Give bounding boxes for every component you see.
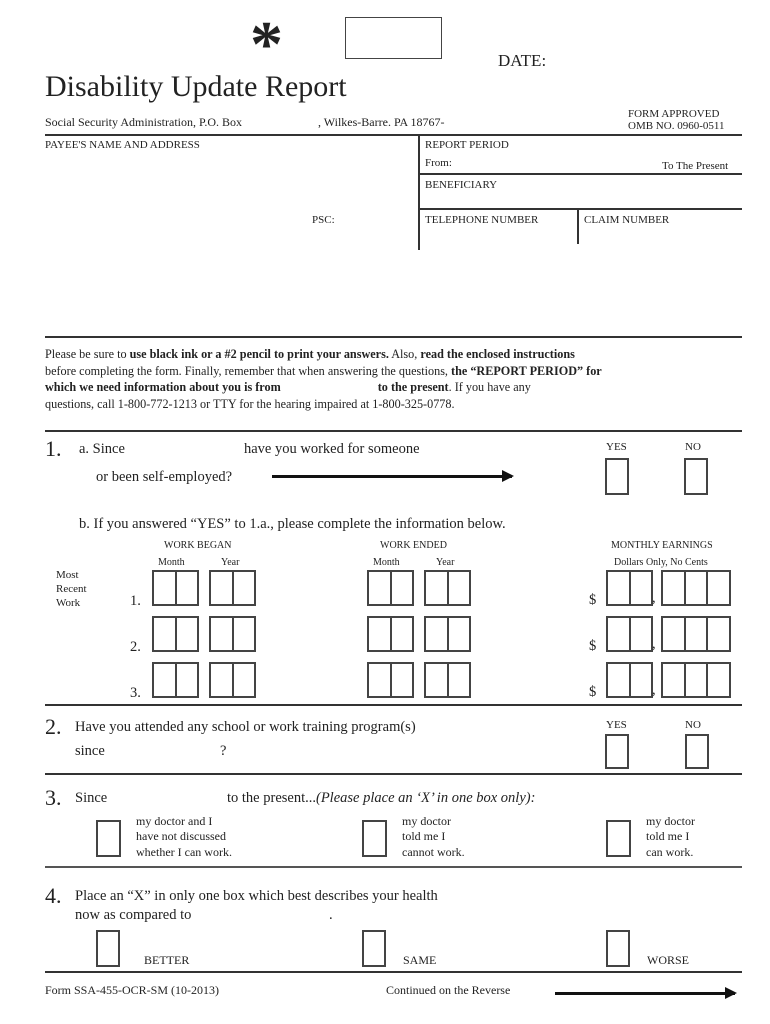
from-label: From: bbox=[425, 157, 452, 169]
q3-to-present bbox=[227, 790, 535, 807]
q4-divider bbox=[45, 866, 742, 868]
to-the-present-label: To The Present bbox=[662, 160, 729, 172]
q2-yes-checkbox[interactable] bbox=[605, 734, 629, 769]
row-3-dollar-sign: $ bbox=[589, 684, 597, 700]
row-2-began-month[interactable] bbox=[152, 616, 199, 652]
q2-yes-label: YES bbox=[606, 719, 627, 731]
beneficiary-divider bbox=[419, 208, 742, 210]
q2-no-checkbox[interactable] bbox=[685, 734, 709, 769]
row-1-ended-year[interactable] bbox=[424, 570, 471, 606]
row-1-began-month[interactable] bbox=[152, 570, 199, 606]
q3-option-2-line1: my doctor bbox=[402, 814, 451, 828]
q1a-since: a. Since bbox=[79, 441, 125, 457]
claim-number-label: CLAIM NUMBER bbox=[584, 214, 670, 226]
monthly-earnings-label: MONTHLY EARNINGS bbox=[611, 540, 713, 551]
q2-since: since bbox=[75, 743, 105, 759]
began-year-label: Year bbox=[221, 557, 240, 568]
q4-period: . bbox=[329, 907, 333, 923]
q3-instruction: (Please place an ‘X’ in one box only): bbox=[316, 790, 536, 806]
q3-option-1-checkbox[interactable] bbox=[96, 820, 121, 857]
q1-yes-checkbox[interactable] bbox=[605, 458, 629, 495]
instructions-text bbox=[45, 346, 745, 412]
row-2-ended-month[interactable] bbox=[367, 616, 414, 652]
q3-number: 3. bbox=[45, 785, 62, 810]
psc-label: PSC: bbox=[312, 214, 335, 226]
row-1-earnings-hundreds[interactable] bbox=[661, 570, 731, 606]
q1-yes-label: YES bbox=[606, 441, 627, 453]
q2-no-label: NO bbox=[685, 719, 701, 731]
header-divider bbox=[45, 134, 742, 136]
same-checkbox[interactable] bbox=[362, 930, 386, 967]
worse-checkbox[interactable] bbox=[606, 930, 630, 967]
report-period-label: REPORT PERIOD bbox=[425, 139, 509, 151]
row-2-comma: , bbox=[652, 636, 656, 652]
address-part2: , Wilkes-Barre. PA 18767- bbox=[318, 115, 445, 129]
instr-phone-line: questions, call 1-800-772-1213 or TTY for the hearing impaired at 1-800-325-0778. bbox=[45, 396, 455, 411]
telephone-label: TELEPHONE NUMBER bbox=[425, 214, 539, 226]
q3-option-2-line3: cannot work. bbox=[402, 845, 465, 859]
instr-text: . If you have any bbox=[448, 380, 531, 394]
row-2-ended-year[interactable] bbox=[424, 616, 471, 652]
q2-line1: Have you attended any school or work training program(s) bbox=[75, 719, 416, 735]
continued-arrow-icon bbox=[555, 992, 735, 995]
worse-label: WORSE bbox=[647, 953, 689, 967]
q3-option-2-line2: told me I bbox=[402, 829, 446, 843]
date-label: DATE: bbox=[498, 51, 547, 70]
row-3-comma: , bbox=[652, 682, 656, 698]
instr-bold: which we need information about you is from bbox=[45, 380, 281, 394]
row-2-earnings-hundreds[interactable] bbox=[661, 616, 731, 652]
dollars-only-label: Dollars Only, No Cents bbox=[614, 557, 708, 568]
claim-number-field[interactable] bbox=[580, 228, 740, 246]
instr-text: Also, bbox=[388, 347, 421, 361]
q3-since: Since bbox=[75, 790, 108, 806]
q1-number: 1. bbox=[45, 436, 62, 461]
better-label: BETTER bbox=[144, 953, 190, 967]
q3-option-3-line1: my doctor bbox=[646, 814, 695, 828]
same-label: SAME bbox=[403, 953, 437, 967]
telephone-field[interactable] bbox=[420, 228, 575, 246]
row-2-dollar-sign: $ bbox=[589, 638, 597, 654]
q3-option-3-checkbox[interactable] bbox=[606, 820, 631, 857]
work-began-label: WORK BEGAN bbox=[164, 540, 232, 551]
row-2-began-year[interactable] bbox=[209, 616, 256, 652]
row-3-began-year[interactable] bbox=[209, 662, 256, 698]
row-1-comma: , bbox=[652, 590, 656, 606]
instr-bold: read the enclosed instructions bbox=[420, 347, 575, 361]
row-3-ended-month[interactable] bbox=[367, 662, 414, 698]
row-1-began-year[interactable] bbox=[209, 570, 256, 606]
barcode-box bbox=[345, 17, 442, 59]
ended-year-label: Year bbox=[436, 557, 455, 568]
q3-option-2-checkbox[interactable] bbox=[362, 820, 387, 857]
row-3-earnings-hundreds[interactable] bbox=[661, 662, 731, 698]
instr-bold: the “REPORT PERIOD” for bbox=[451, 363, 602, 378]
row-2-label: 2. bbox=[130, 639, 141, 655]
most-recent-label-1: Most bbox=[56, 569, 79, 581]
q1b-text: b. If you answered “YES” to 1.a., please complete the information below. bbox=[79, 516, 506, 532]
q1-divider bbox=[45, 430, 742, 432]
better-checkbox[interactable] bbox=[96, 930, 120, 967]
report-period-divider bbox=[419, 173, 742, 175]
q3-option-3-line3: can work. bbox=[646, 845, 694, 859]
asterisk-mark: * bbox=[250, 8, 283, 81]
row-3-label: 3. bbox=[130, 685, 141, 701]
row-1-label: 1. bbox=[130, 593, 141, 609]
q2-question-mark: ? bbox=[220, 743, 227, 759]
q1-no-checkbox[interactable] bbox=[684, 458, 708, 495]
q3-option-3-line2: told me I bbox=[646, 829, 690, 843]
instr-bold: use black ink or a #2 pencil to print your answers. bbox=[129, 347, 389, 361]
q1a-line2: or been self-employed? bbox=[96, 469, 233, 485]
instr-bold: to the present bbox=[377, 380, 449, 394]
row-3-began-month[interactable] bbox=[152, 662, 199, 698]
most-recent-label-3: Work bbox=[56, 597, 81, 609]
beneficiary-label: BENEFICIARY bbox=[425, 179, 498, 191]
form-title: Disability Update Report bbox=[45, 70, 347, 103]
arrow-icon bbox=[272, 475, 512, 478]
row-1-dollar-sign: $ bbox=[589, 592, 597, 608]
row-2-earnings-thousands[interactable] bbox=[606, 616, 653, 652]
q2-divider bbox=[45, 704, 742, 706]
q1a-text: have you worked for someone bbox=[244, 441, 420, 457]
q4-number: 4. bbox=[45, 883, 62, 908]
continued-label: Continued on the Reverse bbox=[386, 983, 511, 997]
row-3-ended-year[interactable] bbox=[424, 662, 471, 698]
q1-no-label: NO bbox=[685, 441, 701, 453]
work-ended-label: WORK ENDED bbox=[380, 540, 447, 551]
phone-claim-divider bbox=[577, 209, 579, 244]
payee-label: PAYEE'S NAME AND ADDRESS bbox=[45, 139, 200, 151]
q3-divider bbox=[45, 773, 742, 775]
q3-to-present-text: to the present... bbox=[227, 790, 316, 806]
instr-text: before completing the form. Finally, remember that when answering the questions, bbox=[45, 363, 452, 378]
q3-option-1-line3: whether I can work. bbox=[136, 845, 232, 859]
most-recent-label-2: Recent bbox=[56, 583, 87, 595]
instructions-divider bbox=[45, 336, 742, 338]
form-id: Form SSA-455-OCR-SM (10-2013) bbox=[45, 983, 220, 997]
q3-option-1-line2: have not discussed bbox=[136, 829, 226, 843]
q2-number: 2. bbox=[45, 714, 62, 739]
instr-text: Please be sure to bbox=[45, 347, 130, 361]
omb-number: OMB NO. 0960-0511 bbox=[628, 120, 725, 132]
began-month-label: Month bbox=[158, 557, 185, 568]
row-1-earnings-thousands[interactable] bbox=[606, 570, 653, 606]
ended-month-label: Month bbox=[373, 557, 400, 568]
payee-name-address-field[interactable] bbox=[45, 153, 415, 248]
q3-option-1-line1: my doctor and I bbox=[136, 814, 213, 828]
form-approved: FORM APPROVED bbox=[628, 108, 720, 120]
beneficiary-field[interactable] bbox=[420, 192, 740, 208]
q4-now-compared: now as compared to bbox=[75, 907, 192, 923]
row-1-ended-month[interactable] bbox=[367, 570, 414, 606]
q4-line1: Place an “X” in only one box which best describes your health bbox=[75, 888, 438, 904]
address-part1: Social Security Administration, P.O. Box bbox=[45, 115, 242, 129]
footer-divider bbox=[45, 971, 742, 973]
row-3-earnings-thousands[interactable] bbox=[606, 662, 653, 698]
